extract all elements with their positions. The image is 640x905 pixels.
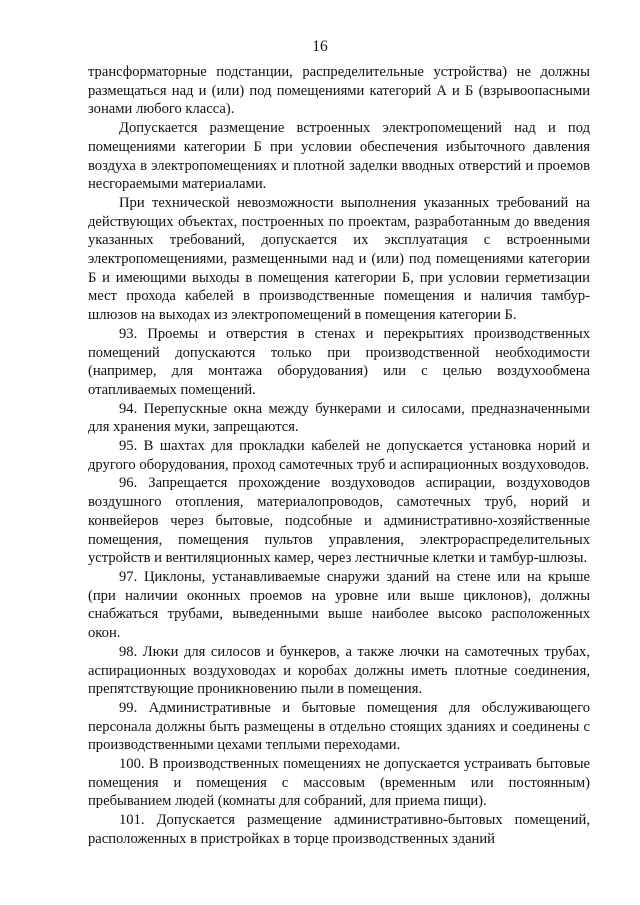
paragraph-98: 98. Люки для силосов и бункеров, а также лючки на самотечных трубах, аспирационных воздуховодах и коробах должны иметь плотные соединения, препятствующие проникновению пыли в помещения. xyxy=(88,643,590,698)
paragraph-continuation: трансформаторные подстанции, распределительные устройства) не должны размещаться над и (или) под помещениями категорий А и Б (взрывоопасными зонами любого класса). xyxy=(88,64,590,118)
document-body xyxy=(88,63,590,849)
paragraph-technical-impossibility: При технической невозможности выполнения указанных требований на действующих объектах, построенных по проектам, разработанным до введения указанных требований, допускается их эксплуатация с встроенными электропомещениями, размещенными над и (или) под помещениями категории Б и имеющими выходы в помещения категории Б, при условии герметизации мест прохода кабелей в производственные помещения и наличия тамбур-шлюзов на выходах из электропомещений в помещения категории Б. xyxy=(88,194,590,324)
paragraph-97: 97. Циклоны, устанавливаемые снаружи зданий на стене или на крыше (при наличии оконных проемов на уровне или выше циклонов), должны снабжаться трубами, выведенными выше наиболее высоко расположенных окон. xyxy=(88,568,590,642)
paragraph-101: 101. Допускается размещение административно-бытовых помещений, расположенных в пристройках в торце производственных зданий xyxy=(88,812,590,847)
paragraph-99: 99. Административные и бытовые помещения для обслуживающего персонала должны быть размещены в отдельно стоящих зданиях и соединены с производственными цехами теплыми переходами. xyxy=(88,699,590,754)
paragraph-93: 93. Проемы и отверстия в стенах и перекрытиях производственных помещений допускаются только при производственной необходимости (например, для монтажа оборудования) или с целью воздухообмена отапливаемых помещений. xyxy=(88,325,590,398)
paragraph-94: 94. Перепускные окна между бункерами и силосами, предназначенными для хранения муки, запрещаются. xyxy=(88,400,590,436)
paragraph-96: 96. Запрещается прохождение воздуховодов аспирации, воздуховодов воздушного отопления, материалопроводов, самотечных труб, норий и конвейеров через бытовые, подсобные и административно-хозяйственные помещения, помещения пультов управления, электрораспределительных устройств и вентиляционных камер, через лестничные клетки и тамбур-шлюзы. xyxy=(88,475,590,567)
page-number: 16 xyxy=(312,38,328,55)
paragraph-95: 95. В шахтах для прокладки кабелей не допускается установка норий и другого оборудования, проход самотечных труб и аспирационных воздуховодов. xyxy=(88,438,590,473)
paragraph-100: 100. В производственных помещениях не допускается устраивать бытовые помещения и помещения с массовым (временным или постоянным) пребыванием людей (комнаты для собраний, для приема пищи). xyxy=(88,756,590,810)
paragraph-built-in-electrical-rooms: Допускается размещение встроенных электропомещений над и под помещениями категории Б при условии обеспечения избыточного давления воздуха в электропомещениях и плотной заделки вводных отверстий и проемов несгораемыми материалами. xyxy=(88,120,590,193)
